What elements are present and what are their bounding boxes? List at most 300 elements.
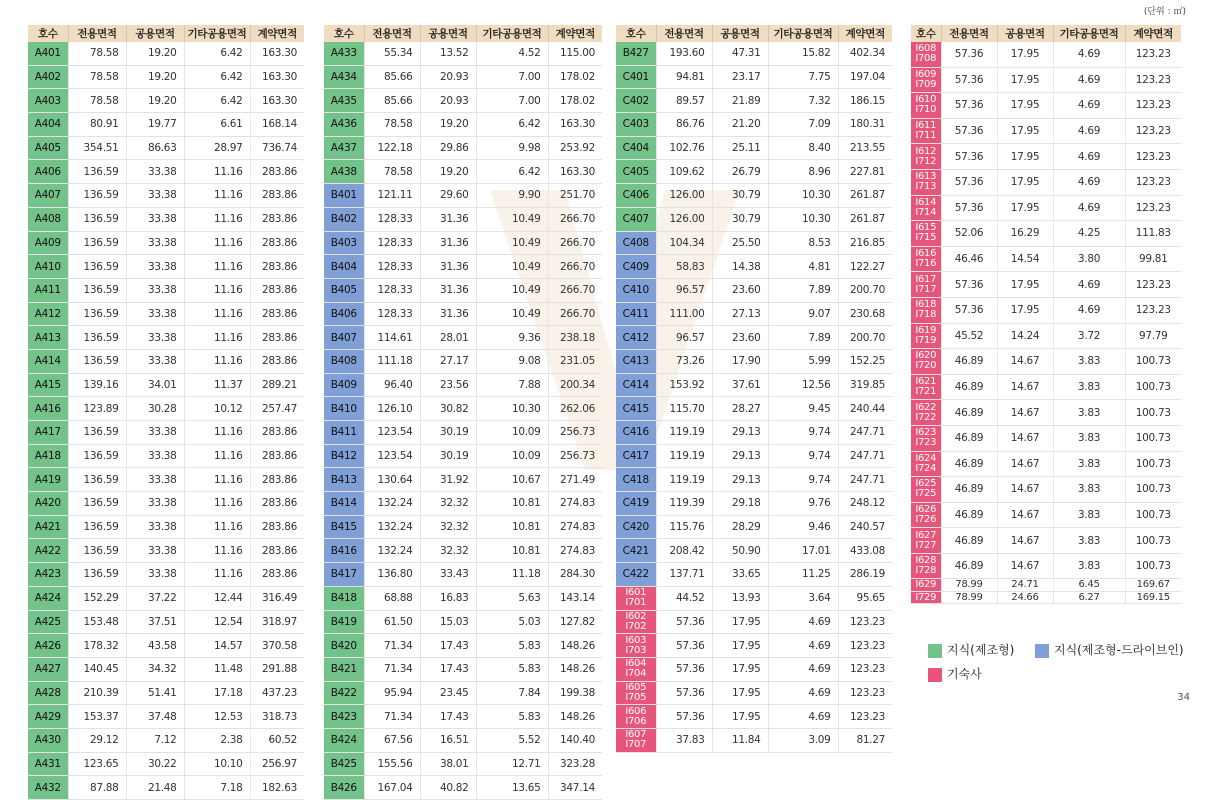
area-value-cell: 213.55 bbox=[838, 136, 892, 160]
area-value-cell: 97.79 bbox=[1125, 323, 1181, 349]
area-value-cell: 23.60 bbox=[712, 278, 768, 302]
table-row bbox=[616, 302, 892, 326]
unit-id-cell: B401 bbox=[324, 184, 364, 208]
area-value-cell: 231.05 bbox=[548, 349, 602, 373]
area-value-cell: 736.74 bbox=[250, 136, 304, 160]
area-value-cell: 14.67 bbox=[997, 425, 1053, 451]
area-value-cell: 46.89 bbox=[941, 451, 997, 477]
area-value-cell: 323.28 bbox=[548, 752, 602, 776]
unit-id-cell: B427 bbox=[616, 42, 656, 65]
unit-id-cell: I621 I721 bbox=[911, 374, 941, 400]
area-value-cell: 155.56 bbox=[364, 752, 420, 776]
area-value-cell: 354.51 bbox=[68, 136, 126, 160]
area-value-cell: 256.73 bbox=[548, 444, 602, 468]
area-value-cell: 123.23 bbox=[838, 657, 892, 681]
table-row bbox=[616, 89, 892, 113]
area-value-cell: 12.53 bbox=[184, 705, 250, 729]
area-value-cell: 73.26 bbox=[656, 349, 712, 373]
area-value-cell: 121.11 bbox=[364, 184, 420, 208]
unit-id-cell: I618 I718 bbox=[911, 297, 941, 323]
area-value-cell: 68.88 bbox=[364, 586, 420, 610]
area-value-cell: 47.31 bbox=[712, 42, 768, 65]
table-row bbox=[28, 563, 304, 587]
area-value-cell: 283.86 bbox=[250, 278, 304, 302]
table-row bbox=[324, 231, 602, 255]
area-value-cell: 283.86 bbox=[250, 302, 304, 326]
table-row bbox=[324, 444, 602, 468]
table-row bbox=[324, 468, 602, 492]
area-value-cell: 10.49 bbox=[476, 302, 548, 326]
area-value-cell: 19.20 bbox=[126, 42, 184, 65]
area-value-cell: 29.12 bbox=[68, 728, 126, 752]
table-row bbox=[616, 421, 892, 445]
table-row bbox=[911, 221, 1181, 247]
area-value-cell: 9.46 bbox=[768, 515, 838, 539]
area-value-cell: 111.83 bbox=[1125, 221, 1181, 247]
table-row bbox=[911, 297, 1181, 323]
area-value-cell: 15.82 bbox=[768, 42, 838, 65]
unit-id-cell: C403 bbox=[616, 113, 656, 137]
area-value-cell: 46.89 bbox=[941, 400, 997, 426]
area-value-cell: 240.57 bbox=[838, 515, 892, 539]
table-row bbox=[911, 42, 1181, 67]
unit-id-cell: I625 I725 bbox=[911, 477, 941, 503]
area-value-cell: 23.17 bbox=[712, 65, 768, 89]
unit-id-cell: A408 bbox=[28, 207, 68, 231]
table-row bbox=[324, 326, 602, 350]
area-value-cell: 19.20 bbox=[126, 89, 184, 113]
area-value-cell: 163.30 bbox=[250, 89, 304, 113]
area-value-cell: 31.36 bbox=[420, 207, 476, 231]
area-value-cell: 32.32 bbox=[420, 539, 476, 563]
unit-id-cell: C412 bbox=[616, 326, 656, 350]
table-row bbox=[911, 528, 1181, 554]
area-value-cell: 10.81 bbox=[476, 492, 548, 516]
area-value-cell: 100.73 bbox=[1125, 451, 1181, 477]
area-value-cell: 10.49 bbox=[476, 278, 548, 302]
area-value-cell: 13.52 bbox=[420, 42, 476, 65]
table-row bbox=[324, 610, 602, 634]
table-row bbox=[911, 451, 1181, 477]
unit-id-cell: A405 bbox=[28, 136, 68, 160]
table-row bbox=[616, 160, 892, 184]
area-value-cell: 136.59 bbox=[68, 184, 126, 208]
area-value-cell: 45.52 bbox=[941, 323, 997, 349]
area-value-cell: 6.42 bbox=[184, 65, 250, 89]
area-value-cell: 33.38 bbox=[126, 231, 184, 255]
area-value-cell: 24.66 bbox=[997, 591, 1053, 604]
area-value-cell: 31.36 bbox=[420, 302, 476, 326]
area-value-cell: 37.48 bbox=[126, 705, 184, 729]
area-value-cell: 17.95 bbox=[712, 634, 768, 658]
area-value-cell: 6.27 bbox=[1053, 591, 1125, 604]
area-value-cell: 136.59 bbox=[68, 563, 126, 587]
area-value-cell: 274.83 bbox=[548, 539, 602, 563]
unit-id-cell: C404 bbox=[616, 136, 656, 160]
unit-id-cell: I620 I720 bbox=[911, 349, 941, 375]
area-value-cell: 57.36 bbox=[656, 681, 712, 705]
area-value-cell: 283.86 bbox=[250, 349, 304, 373]
area-value-cell: 46.89 bbox=[941, 553, 997, 579]
area-value-cell: 17.95 bbox=[712, 610, 768, 634]
table-row bbox=[911, 169, 1181, 195]
area-value-cell: 33.43 bbox=[420, 563, 476, 587]
area-value-cell: 3.83 bbox=[1053, 528, 1125, 554]
area-value-cell: 286.19 bbox=[838, 563, 892, 587]
area-value-cell: 33.38 bbox=[126, 444, 184, 468]
table-row bbox=[616, 444, 892, 468]
area-value-cell: 11.48 bbox=[184, 657, 250, 681]
area-value-cell: 210.39 bbox=[68, 681, 126, 705]
unit-id-cell: A409 bbox=[28, 231, 68, 255]
table-row bbox=[28, 610, 304, 634]
area-value-cell: 123.65 bbox=[68, 752, 126, 776]
unit-id-cell: C401 bbox=[616, 65, 656, 89]
table-row bbox=[28, 468, 304, 492]
area-value-cell: 95.65 bbox=[838, 586, 892, 610]
unit-id-cell: B408 bbox=[324, 349, 364, 373]
area-value-cell: 11.16 bbox=[184, 231, 250, 255]
unit-id-cell: I617 I717 bbox=[911, 272, 941, 298]
area-value-cell: 11.16 bbox=[184, 349, 250, 373]
unit-id-cell: B423 bbox=[324, 705, 364, 729]
area-value-cell: 11.16 bbox=[184, 184, 250, 208]
area-value-cell: 283.86 bbox=[250, 421, 304, 445]
unit-id-cell: A432 bbox=[28, 776, 68, 800]
area-value-cell: 34.01 bbox=[126, 373, 184, 397]
area-value-cell: 4.81 bbox=[768, 255, 838, 279]
area-value-cell: 78.99 bbox=[941, 591, 997, 604]
area-value-cell: 78.58 bbox=[364, 160, 420, 184]
area-value-cell: 14.67 bbox=[997, 349, 1053, 375]
area-value-cell: 318.97 bbox=[250, 610, 304, 634]
table-row bbox=[616, 207, 892, 231]
area-value-cell: 30.19 bbox=[420, 444, 476, 468]
unit-id-cell: A406 bbox=[28, 160, 68, 184]
area-value-cell: 266.70 bbox=[548, 231, 602, 255]
table-row bbox=[911, 272, 1181, 298]
area-value-cell: 4.69 bbox=[1053, 169, 1125, 195]
table-row bbox=[28, 207, 304, 231]
unit-id-cell: A404 bbox=[28, 113, 68, 137]
area-value-cell: 30.22 bbox=[126, 752, 184, 776]
area-value-cell: 4.69 bbox=[768, 657, 838, 681]
area-value-cell: 29.60 bbox=[420, 184, 476, 208]
area-value-cell: 12.54 bbox=[184, 610, 250, 634]
table-row bbox=[28, 752, 304, 776]
area-value-cell: 283.86 bbox=[250, 515, 304, 539]
table-row bbox=[616, 657, 892, 681]
unit-id-cell: I603 I703 bbox=[616, 634, 656, 658]
table-row bbox=[28, 160, 304, 184]
area-value-cell: 11.16 bbox=[184, 468, 250, 492]
table-row bbox=[28, 113, 304, 137]
area-value-cell: 283.86 bbox=[250, 255, 304, 279]
area-value-cell: 153.48 bbox=[68, 610, 126, 634]
table-row bbox=[324, 586, 602, 610]
area-value-cell: 33.38 bbox=[126, 278, 184, 302]
area-value-cell: 26.79 bbox=[712, 160, 768, 184]
area-value-cell: 5.03 bbox=[476, 610, 548, 634]
area-value-cell: 19.20 bbox=[420, 160, 476, 184]
area-value-cell: 123.23 bbox=[838, 610, 892, 634]
area-value-cell: 100.73 bbox=[1125, 553, 1181, 579]
unit-id-cell: B414 bbox=[324, 492, 364, 516]
area-value-cell: 123.23 bbox=[838, 705, 892, 729]
area-value-cell: 123.54 bbox=[364, 444, 420, 468]
area-value-cell: 109.62 bbox=[656, 160, 712, 184]
area-value-cell: 4.69 bbox=[768, 634, 838, 658]
unit-id-cell: A412 bbox=[28, 302, 68, 326]
unit-id-cell: B409 bbox=[324, 373, 364, 397]
table-row bbox=[28, 397, 304, 421]
area-value-cell: 143.14 bbox=[548, 586, 602, 610]
area-value-cell: 4.69 bbox=[1053, 297, 1125, 323]
area-value-cell: 119.19 bbox=[656, 444, 712, 468]
area-value-cell: 46.89 bbox=[941, 425, 997, 451]
table-row bbox=[28, 278, 304, 302]
table-row bbox=[324, 160, 602, 184]
header-row bbox=[616, 25, 892, 42]
area-table-1 bbox=[28, 25, 304, 800]
unit-id-cell: I607 I707 bbox=[616, 728, 656, 752]
area-value-cell: 17.95 bbox=[712, 681, 768, 705]
column-header: 계약면적 bbox=[548, 25, 602, 42]
column-header: 전용면적 bbox=[364, 25, 420, 42]
table-row bbox=[324, 349, 602, 373]
area-value-cell: 119.19 bbox=[656, 421, 712, 445]
area-value-cell: 46.89 bbox=[941, 477, 997, 503]
area-value-cell: 25.50 bbox=[712, 231, 768, 255]
area-value-cell: 123.23 bbox=[1125, 93, 1181, 119]
table-row bbox=[324, 657, 602, 681]
table-row bbox=[28, 681, 304, 705]
area-value-cell: 14.24 bbox=[997, 323, 1053, 349]
area-value-cell: 123.89 bbox=[68, 397, 126, 421]
area-value-cell: 200.70 bbox=[838, 326, 892, 350]
area-value-cell: 7.00 bbox=[476, 89, 548, 113]
area-value-cell: 4.69 bbox=[768, 705, 838, 729]
unit-id-cell: B416 bbox=[324, 539, 364, 563]
table-row bbox=[911, 502, 1181, 528]
area-value-cell: 57.36 bbox=[941, 93, 997, 119]
area-value-cell: 6.42 bbox=[476, 160, 548, 184]
area-value-cell: 136.59 bbox=[68, 421, 126, 445]
area-value-cell: 14.67 bbox=[997, 477, 1053, 503]
area-value-cell: 289.21 bbox=[250, 373, 304, 397]
unit-id-cell: C407 bbox=[616, 207, 656, 231]
unit-id-cell: I626 I726 bbox=[911, 502, 941, 528]
unit-id-cell: B420 bbox=[324, 634, 364, 658]
area-value-cell: 238.18 bbox=[548, 326, 602, 350]
area-value-cell: 31.36 bbox=[420, 255, 476, 279]
area-value-cell: 94.81 bbox=[656, 65, 712, 89]
unit-id-cell: I619 I719 bbox=[911, 323, 941, 349]
area-value-cell: 163.30 bbox=[250, 65, 304, 89]
area-value-cell: 37.83 bbox=[656, 728, 712, 752]
area-value-cell: 2.38 bbox=[184, 728, 250, 752]
area-value-cell: 9.74 bbox=[768, 468, 838, 492]
area-value-cell: 87.88 bbox=[68, 776, 126, 800]
table-row bbox=[28, 255, 304, 279]
area-value-cell: 132.24 bbox=[364, 515, 420, 539]
area-value-cell: 7.32 bbox=[768, 89, 838, 113]
area-value-cell: 17.18 bbox=[184, 681, 250, 705]
area-value-cell: 104.34 bbox=[656, 231, 712, 255]
table-row bbox=[911, 591, 1181, 604]
unit-id-cell: I622 I722 bbox=[911, 400, 941, 426]
unit-id-cell: I629 bbox=[911, 579, 941, 592]
column-header: 공용면적 bbox=[997, 25, 1053, 42]
unit-id-cell: A415 bbox=[28, 373, 68, 397]
table-row bbox=[911, 67, 1181, 93]
area-value-cell: 7.84 bbox=[476, 681, 548, 705]
area-value-cell: 50.90 bbox=[712, 539, 768, 563]
unit-id-cell: C416 bbox=[616, 421, 656, 445]
area-value-cell: 169.15 bbox=[1125, 591, 1181, 604]
column-header: 계약면적 bbox=[1125, 25, 1181, 42]
area-value-cell: 136.59 bbox=[68, 468, 126, 492]
area-value-cell: 58.83 bbox=[656, 255, 712, 279]
area-value-cell: 123.23 bbox=[838, 681, 892, 705]
unit-id-cell: C406 bbox=[616, 184, 656, 208]
area-value-cell: 247.71 bbox=[838, 444, 892, 468]
area-value-cell: 148.26 bbox=[548, 634, 602, 658]
area-value-cell: 136.59 bbox=[68, 492, 126, 516]
area-value-cell: 31.92 bbox=[420, 468, 476, 492]
area-value-cell: 19.77 bbox=[126, 113, 184, 137]
table-row bbox=[324, 752, 602, 776]
area-value-cell: 266.70 bbox=[548, 255, 602, 279]
area-value-cell: 123.23 bbox=[1125, 297, 1181, 323]
area-value-cell: 10.67 bbox=[476, 468, 548, 492]
area-value-cell: 178.02 bbox=[548, 65, 602, 89]
area-value-cell: 57.36 bbox=[941, 272, 997, 298]
area-value-cell: 123.23 bbox=[1125, 195, 1181, 221]
table-row bbox=[616, 113, 892, 137]
area-value-cell: 30.28 bbox=[126, 397, 184, 421]
unit-id-cell: I602 I702 bbox=[616, 610, 656, 634]
area-value-cell: 31.36 bbox=[420, 231, 476, 255]
table-row bbox=[324, 136, 602, 160]
area-value-cell: 139.16 bbox=[68, 373, 126, 397]
area-value-cell: 186.15 bbox=[838, 89, 892, 113]
area-value-cell: 10.30 bbox=[476, 397, 548, 421]
legend-item-blue bbox=[1035, 641, 1184, 658]
table-row bbox=[616, 705, 892, 729]
area-value-cell: 46.89 bbox=[941, 349, 997, 375]
area-value-cell: 3.83 bbox=[1053, 553, 1125, 579]
area-value-cell: 253.92 bbox=[548, 136, 602, 160]
area-value-cell: 57.36 bbox=[656, 610, 712, 634]
area-value-cell: 347.14 bbox=[548, 776, 602, 800]
table-row bbox=[28, 136, 304, 160]
area-value-cell: 4.52 bbox=[476, 42, 548, 65]
table-row bbox=[28, 373, 304, 397]
area-value-cell: 8.96 bbox=[768, 160, 838, 184]
area-value-cell: 136.59 bbox=[68, 539, 126, 563]
table-row bbox=[616, 42, 892, 65]
header-row bbox=[28, 25, 304, 42]
unit-id-cell: B424 bbox=[324, 728, 364, 752]
area-value-cell: 153.37 bbox=[68, 705, 126, 729]
unit-id-cell: C409 bbox=[616, 255, 656, 279]
area-value-cell: 3.83 bbox=[1053, 451, 1125, 477]
area-value-cell: 85.66 bbox=[364, 65, 420, 89]
area-value-cell: 57.36 bbox=[941, 118, 997, 144]
area-value-cell: 51.41 bbox=[126, 681, 184, 705]
area-value-cell: 30.79 bbox=[712, 207, 768, 231]
area-value-cell: 136.80 bbox=[364, 563, 420, 587]
unit-id-cell: B412 bbox=[324, 444, 364, 468]
area-value-cell: 283.86 bbox=[250, 468, 304, 492]
area-value-cell: 11.16 bbox=[184, 563, 250, 587]
table-row bbox=[28, 539, 304, 563]
area-value-cell: 132.24 bbox=[364, 539, 420, 563]
area-value-cell: 95.94 bbox=[364, 681, 420, 705]
area-value-cell: 11.25 bbox=[768, 563, 838, 587]
table-row bbox=[911, 374, 1181, 400]
area-value-cell: 61.50 bbox=[364, 610, 420, 634]
area-value-cell: 28.29 bbox=[712, 515, 768, 539]
unit-id-cell: A421 bbox=[28, 515, 68, 539]
area-value-cell: 136.59 bbox=[68, 231, 126, 255]
area-value-cell: 86.63 bbox=[126, 136, 184, 160]
area-value-cell: 128.33 bbox=[364, 278, 420, 302]
area-value-cell: 96.57 bbox=[656, 278, 712, 302]
area-value-cell: 283.86 bbox=[250, 444, 304, 468]
legend-swatch bbox=[928, 668, 942, 682]
area-value-cell: 216.85 bbox=[838, 231, 892, 255]
table-row bbox=[616, 136, 892, 160]
area-value-cell: 52.06 bbox=[941, 221, 997, 247]
area-value-cell: 3.83 bbox=[1053, 502, 1125, 528]
unit-id-cell: A436 bbox=[324, 113, 364, 137]
legend-item-red bbox=[928, 665, 982, 682]
unit-id-cell: B422 bbox=[324, 681, 364, 705]
area-value-cell: 11.16 bbox=[184, 302, 250, 326]
area-value-cell: 114.61 bbox=[364, 326, 420, 350]
area-value-cell: 148.26 bbox=[548, 657, 602, 681]
area-value-cell: 5.83 bbox=[476, 705, 548, 729]
area-value-cell: 4.69 bbox=[1053, 67, 1125, 93]
area-value-cell: 123.54 bbox=[364, 421, 420, 445]
table-row bbox=[616, 539, 892, 563]
area-value-cell: 100.73 bbox=[1125, 374, 1181, 400]
unit-id-cell: I627 I727 bbox=[911, 528, 941, 554]
table-row bbox=[28, 65, 304, 89]
area-value-cell: 33.38 bbox=[126, 349, 184, 373]
area-value-cell: 100.73 bbox=[1125, 400, 1181, 426]
area-value-cell: 17.95 bbox=[997, 93, 1053, 119]
area-value-cell: 16.83 bbox=[420, 586, 476, 610]
area-value-cell: 33.38 bbox=[126, 563, 184, 587]
unit-id-cell: I729 bbox=[911, 591, 941, 604]
area-value-cell: 29.13 bbox=[712, 421, 768, 445]
table-row bbox=[28, 492, 304, 516]
area-value-cell: 23.56 bbox=[420, 373, 476, 397]
area-value-cell: 111.00 bbox=[656, 302, 712, 326]
table-row bbox=[616, 468, 892, 492]
area-value-cell: 89.57 bbox=[656, 89, 712, 113]
area-value-cell: 7.12 bbox=[126, 728, 184, 752]
area-value-cell: 180.31 bbox=[838, 113, 892, 137]
unit-id-cell: A425 bbox=[28, 610, 68, 634]
area-value-cell: 283.86 bbox=[250, 207, 304, 231]
area-value-cell: 33.38 bbox=[126, 468, 184, 492]
area-value-cell: 14.67 bbox=[997, 400, 1053, 426]
area-value-cell: 433.08 bbox=[838, 539, 892, 563]
